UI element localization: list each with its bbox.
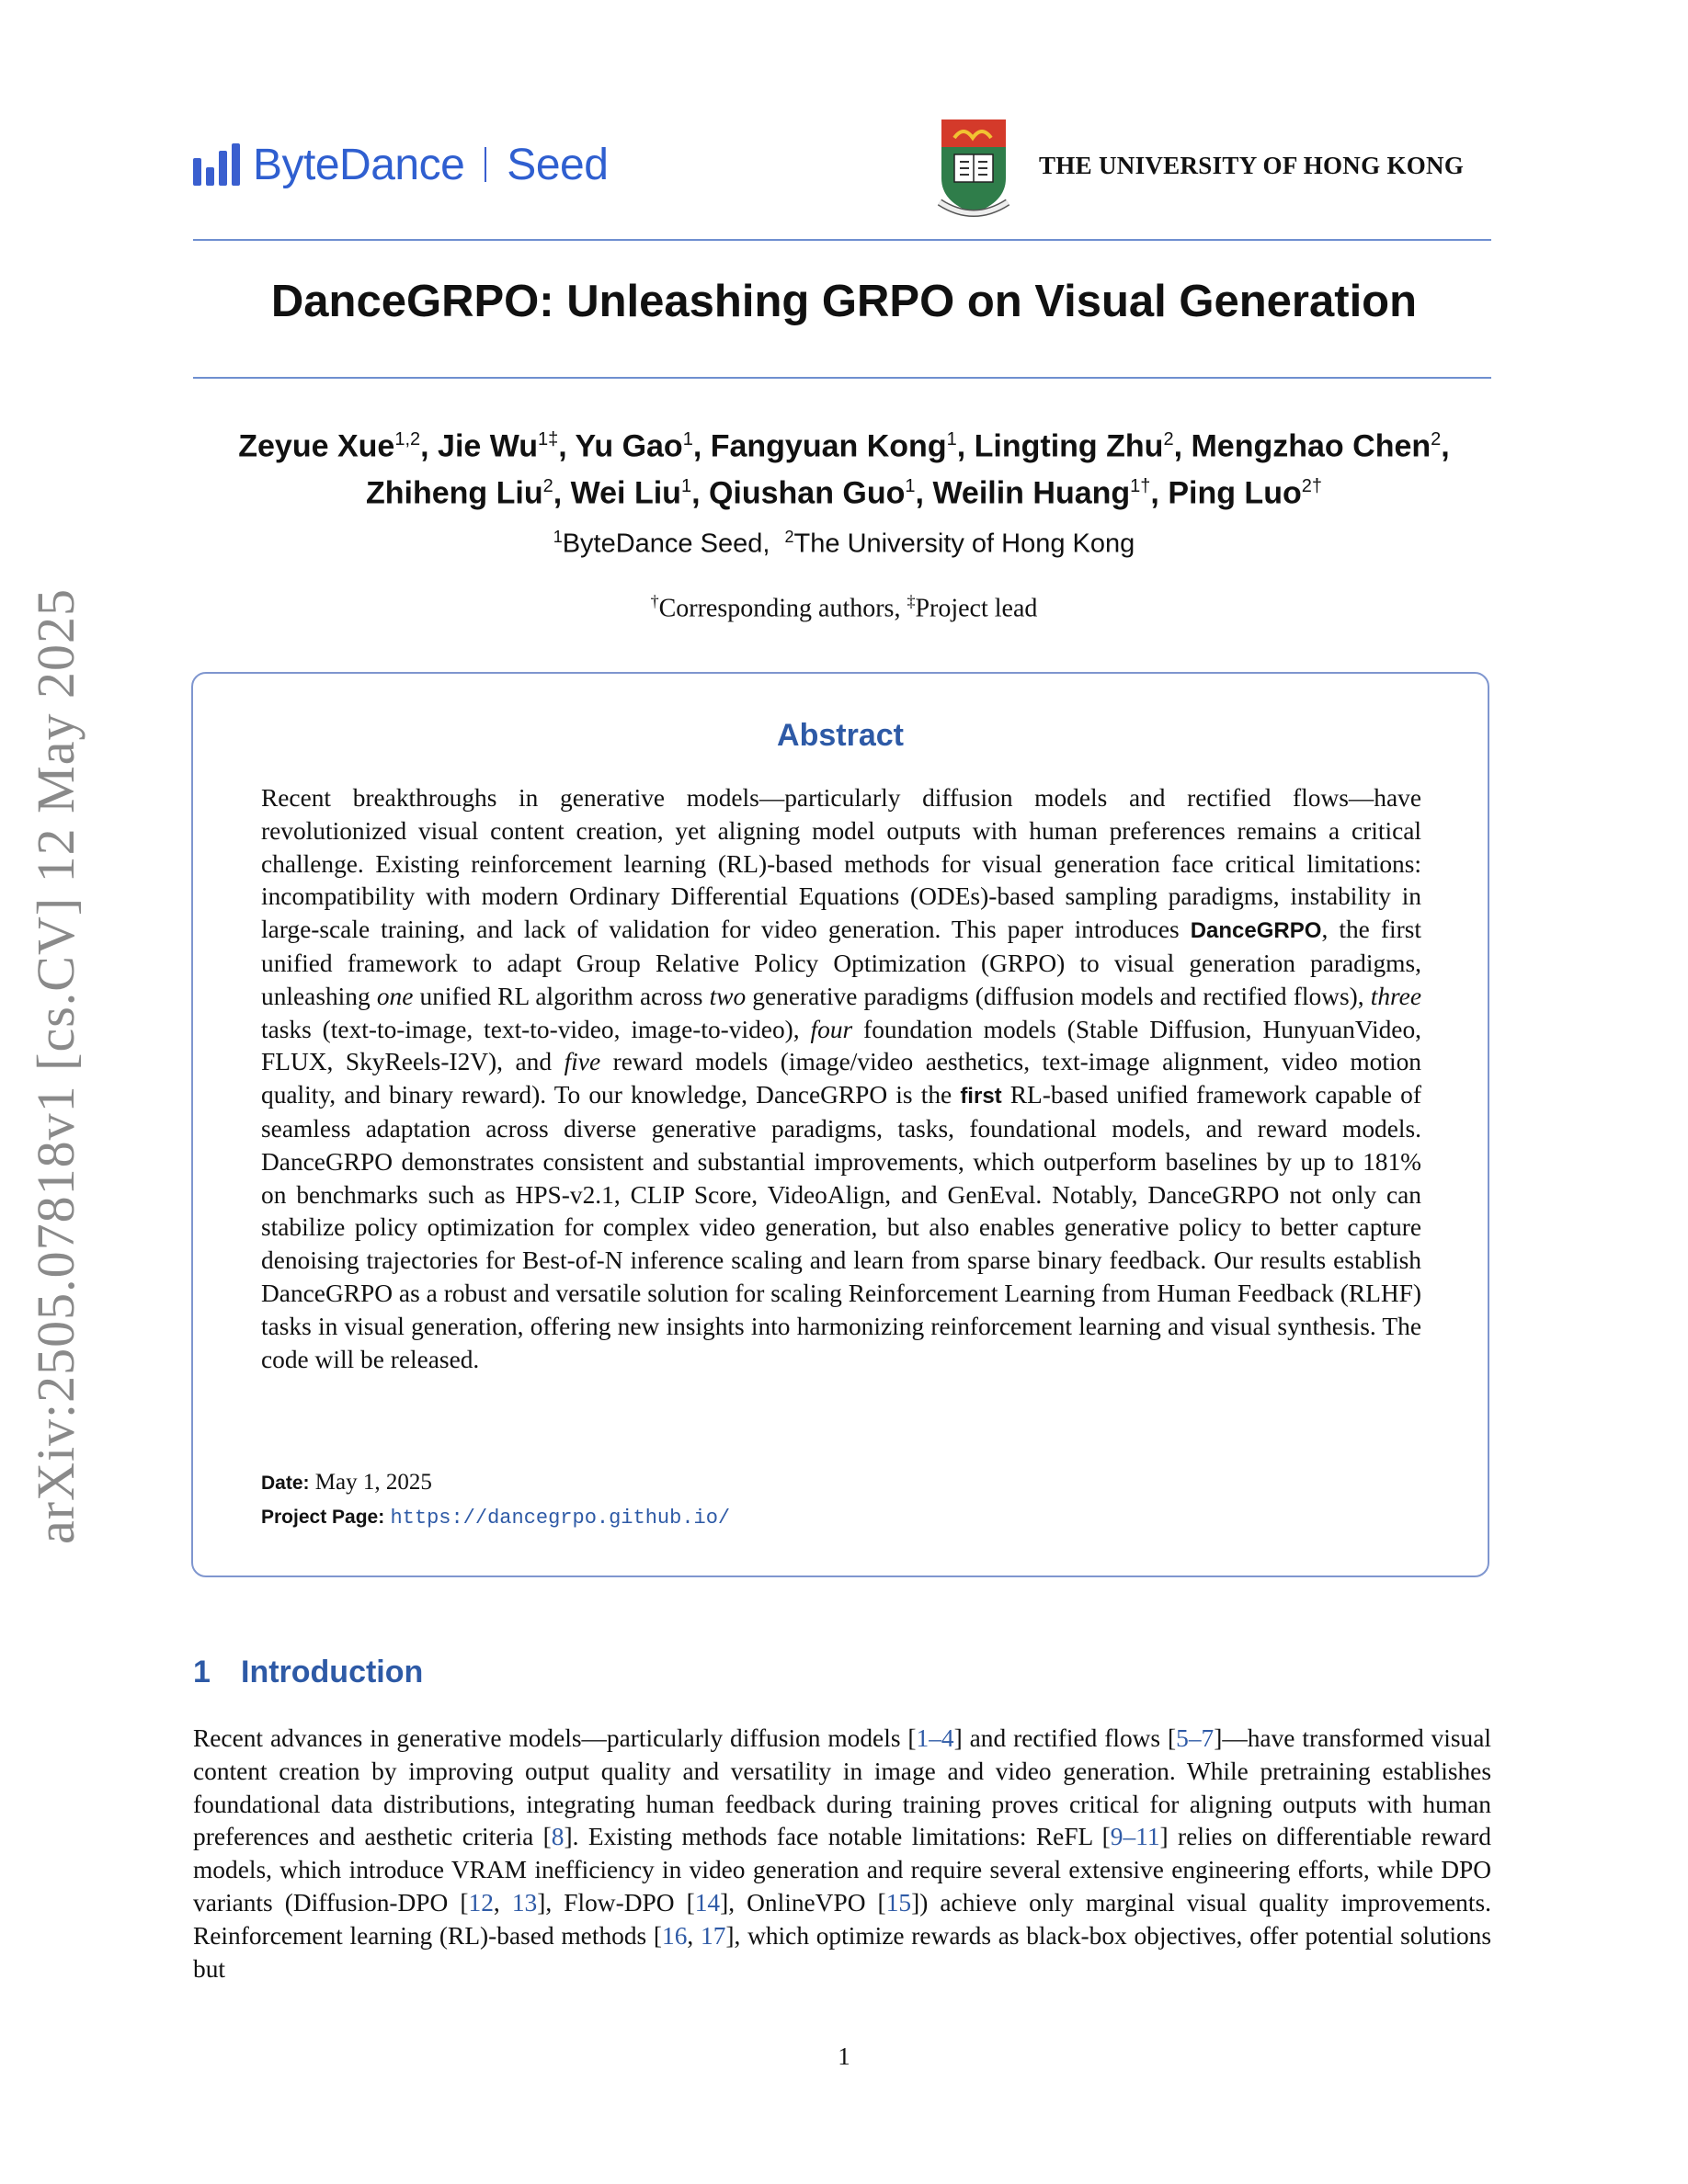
author-affiliation-mark: 1,2 (394, 429, 421, 449)
citation-link[interactable]: 16 (662, 1921, 688, 1950)
affiliation-mark: 1 (553, 528, 563, 546)
bytedance-wordmark: ByteDance (253, 140, 465, 189)
abstract-heading: Abstract (777, 718, 904, 753)
note-text: Corresponding authors (658, 594, 895, 623)
bytedance-seed-logo (193, 136, 608, 193)
author-name: Fangyuan Kong (710, 428, 947, 464)
citation-link[interactable]: 8 (551, 1823, 565, 1851)
author-list: Zeyue Xue$^{1,2}$, Jie $Wu^{1\ddagger}$, Yu Gao$^1$, Fangyuan Kong$^1$, Lingting Zhu$^2$, Mengzhao Chen$^2$, Zhiheng Liu$^2$, Wei Liu$^1$, Qiushan Guo$^1$, Weilin Huang$^{1\dagger}$, Ping Luo$^{2\dagger}$ (238, 428, 1450, 511)
seed-wordmark: Seed (507, 140, 609, 189)
abstract-box (191, 672, 1489, 1577)
author-affiliation-mark: 1 (680, 476, 692, 497)
author-name: Wei Liu (570, 475, 681, 511)
citation-link[interactable]: 5–7 (1176, 1724, 1215, 1752)
section-number: 1 (193, 1655, 211, 1689)
author-name: Qiushan Guo (708, 475, 906, 511)
bytedance-bars-icon (193, 143, 240, 186)
author-name: Weilin Huang (932, 475, 1131, 511)
note-mark: † (650, 592, 659, 610)
author-affiliation-mark: 2 (542, 476, 553, 497)
affiliation-name: ByteDance Seed (562, 529, 763, 559)
date-label: Date: (261, 1473, 310, 1494)
affiliation-name: The University of Hong Kong (793, 529, 1135, 559)
logo-divider (485, 147, 486, 182)
abstract-meta (261, 1466, 730, 1535)
arxiv-stamp: arXiv:2505.07818v1 [cs.CV] 12 May 2025 (26, 587, 86, 1544)
title-rule (193, 377, 1491, 379)
citation-link[interactable]: 9–11 (1110, 1823, 1160, 1851)
author-name: Jie Wu (438, 428, 539, 464)
author-affiliation-mark: 1 (946, 429, 957, 449)
citation-link[interactable]: 14 (694, 1888, 721, 1917)
citation-link[interactable]: 13 (511, 1888, 538, 1917)
page-number: 1 (838, 2042, 850, 2070)
affiliations: $^1$ByteDance Seed, $^2$The University of Hong Kong (553, 528, 1135, 559)
introduction-paragraph: Recent advances in generative models—particularly diffusion models [1–4] and rectified flows [5–7]—have transformed visual content creation by improving output quality and versatility in image and video generation. While pretraining establishes foundational data distributions, integrating human feedback during training proves critical for aligning outputs with human preferences and aesthetic criteria [8]. Existing methods face notable limitations: ReFL [9–11] relies on differentiable reward models, which introduce VRAM inefficiency in video generation and require several extensive engineering efforts, while DPO variants (Diffusion-DPO [12, 13], Flow-DPO [14], OnlineVPO [15]) achieve only marginal visual quality improvements. Reinforcement learning (RL)-based methods [16, 17], which optimize rewards as black-box objectives, offer potential solutions but (193, 1724, 1492, 1983)
note-mark: ‡ (907, 592, 916, 610)
note-text: Project lead (915, 594, 1038, 623)
author-notes: †Corresponding authors, ‡Project lead (650, 592, 1038, 623)
hku-name: THE UNIVERSITY OF HONG KONG (1039, 152, 1465, 179)
hku-crest-icon (936, 118, 1011, 221)
method-name: DanceGRPO (1190, 918, 1322, 944)
date-value: May 1, 2025 (314, 1470, 432, 1495)
author-affiliation-mark: 2 (1163, 429, 1174, 449)
project-page-link[interactable]: https://dancegrpo.github.io/ (390, 1507, 731, 1530)
author-affiliation-mark: 2† (1301, 476, 1322, 497)
author-name: Zhiheng Liu (366, 475, 543, 511)
paper-title: DanceGRPO: Unleashing GRPO on Visual Generation (270, 277, 1418, 326)
author-name: Yu Gao (575, 428, 683, 464)
citation-link[interactable]: 1–4 (916, 1724, 954, 1752)
author-name: Lingting Zhu (974, 428, 1164, 464)
author-name: Ping Luo (1168, 475, 1302, 511)
citation-link[interactable]: 17 (701, 1921, 726, 1950)
header-rule (193, 239, 1491, 241)
project-page-line (261, 1500, 730, 1535)
author-affiliation-mark: 1‡ (538, 429, 559, 449)
affiliation-mark: 2 (784, 528, 794, 546)
citation-link[interactable]: 12 (468, 1888, 494, 1917)
author-name: Zeyue Xue (238, 428, 395, 464)
author-affiliation-mark: 1 (905, 476, 916, 497)
author-affiliation-mark: 1 (682, 429, 693, 449)
section-title: Introduction (241, 1655, 424, 1689)
author-affiliation-mark: 2 (1431, 429, 1442, 449)
abstract-text: Recent breakthroughs in generative models—particularly diffusion models and rectified flows—have revolutionized visual content creation, yet aligning model outputs with human preferences remains a critical challenge. Existing reinforcement learning (RL)-based methods for visual generation face critical limitations: incompatibility with modern Ordinary Differential Equations (ODEs)-based sampling paradigms, instability in large-scale training, and lack of validation for video generation. This paper introduces DanceGRPO, the first unified framework to adapt Group Relative Policy Optimization (GRPO) to visual generation paradigms, unleashing one unified RL algorithm across two generative paradigms (diffusion models and rectified flows), three tasks (text-to-image, text-to-video, image-to-video), four foundation models (Stable Diffusion, HunyuanVideo, FLUX, SkyReels-I2V), and five reward models (image/video aesthetics, text-image alignment, video motion quality, and binary reward). To our knowledge, DanceGRPO is the first RL-based unified framework capable of seamless adaptation across diverse generative paradigms, tasks, foundational models, and reward models. DanceGRPO demonstrates consistent and substantial improvements, which outperform baselines by up to 181% on benchmarks such as HPS-v2.1, CLIP Score, VideoAlign, and GenEval. Notably, DanceGRPO not only can stabilize policy optimization for complex video generation, but also enables generative policy to better capture denoising trajectories for Best-of-N inference scaling and learn from sparse binary feedback. Our results establish DanceGRPO as a robust and versatile solution for scaling Reinforcement Learning from Human Feedback (RLHF) tasks in visual generation, offering new insights into harmonizing reinforcement learning and visual synthesis. The code will be released. (261, 784, 1421, 1373)
citation-link[interactable]: 15 (885, 1888, 912, 1917)
project-page-label: Project Page: (261, 1507, 385, 1528)
author-name: Mengzhao Chen (1191, 428, 1431, 464)
author-affiliation-mark: 1† (1130, 476, 1151, 497)
date-line (261, 1466, 730, 1500)
